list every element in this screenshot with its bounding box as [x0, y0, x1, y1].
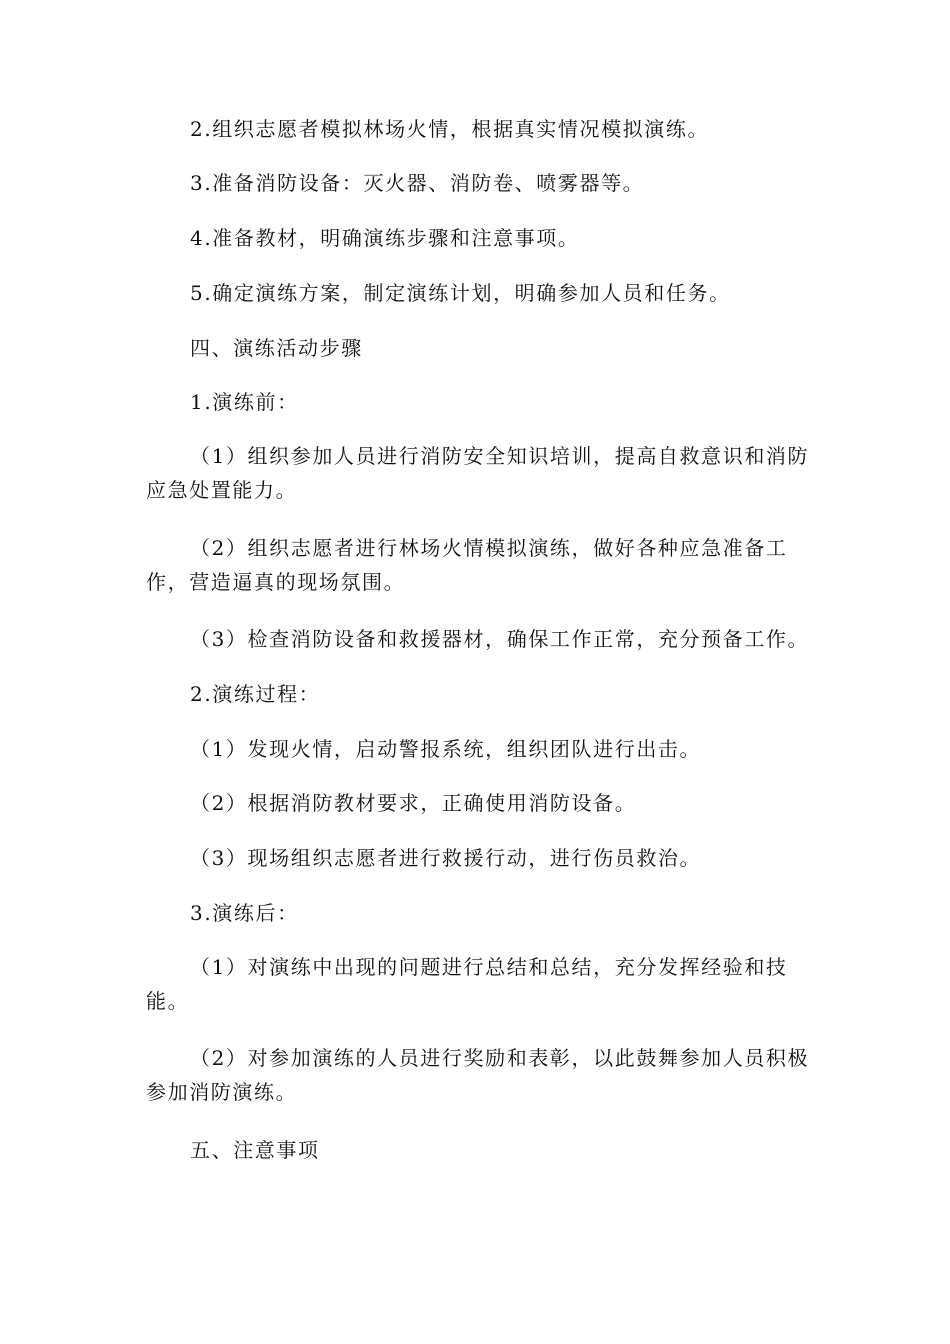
paragraph-during-1: （1）发现火情，启动警报系统，组织团队进行出击。	[190, 737, 702, 761]
paragraph-before-1: （1）组织参加人员进行消防安全知识培训，提高自救意识和消防应急处置能力。	[146, 444, 810, 502]
section-heading-notes: 五、注意事项	[190, 1138, 320, 1162]
paragraph-during-2: （2）根据消防教材要求，正确使用消防设备。	[190, 791, 637, 815]
paragraph-during-3: （3）现场组织志愿者进行救援行动，进行伤员救治。	[190, 846, 702, 870]
paragraph-prep-4: 4.准备教材，明确演练步骤和注意事项。	[190, 226, 580, 250]
section-heading-steps: 四、演练活动步骤	[190, 336, 363, 360]
paragraph-after-2: （2）对参加演练的人员进行奖励和表彰，以此鼓舞参加人员积极参加消防演练。	[146, 1046, 810, 1104]
subheading-before-drill: 1.演练前：	[190, 390, 299, 414]
paragraph-prep-3: 3.准备消防设备：灭火器、消防卷、喷雾器等。	[190, 171, 645, 195]
paragraph-before-2: （2）组织志愿者进行林场火情模拟演练，做好各种应急准备工作，营造逼真的现场氛围。	[146, 536, 788, 594]
paragraph-prep-5: 5.确定演练方案，制定演练计划，明确参加人员和任务。	[190, 281, 731, 305]
subheading-after-drill: 3.演练后：	[190, 901, 299, 925]
paragraph-prep-2: 2.组织志愿者模拟林场火情，根据真实情况模拟演练。	[190, 117, 710, 141]
subheading-during-drill: 2.演练过程：	[190, 682, 321, 706]
paragraph-after-1: （1）对演练中出现的问题进行总结和总结，充分发挥经验和技能。	[146, 955, 788, 1013]
paragraph-before-3: （3）检查消防设备和救援器材，确保工作正常，充分预备工作。	[190, 627, 810, 651]
